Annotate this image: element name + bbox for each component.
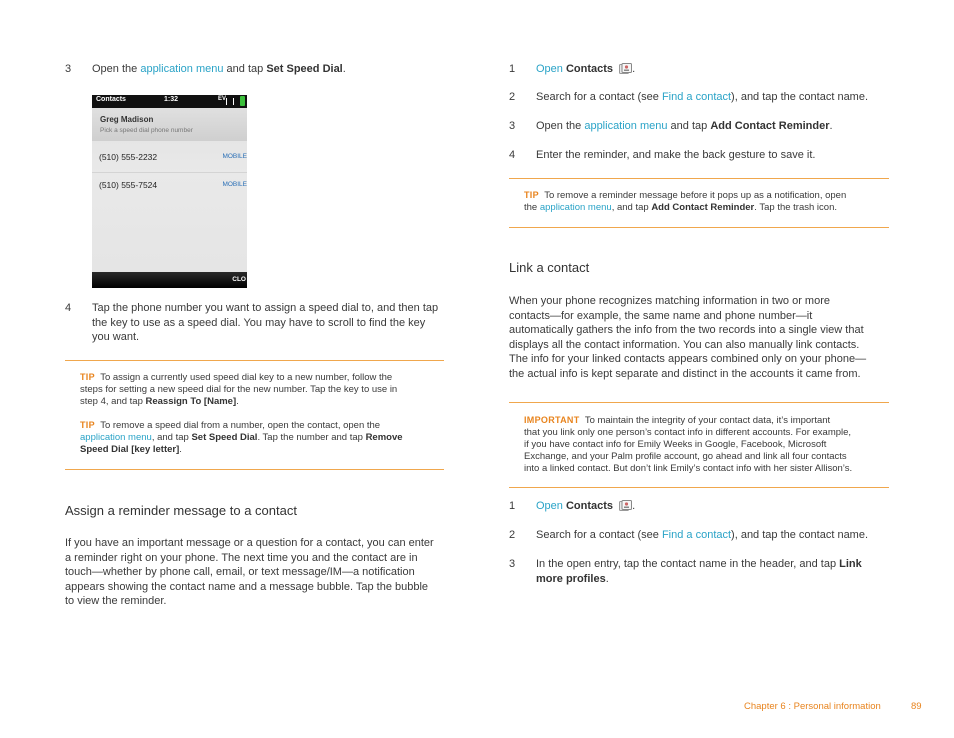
divider (509, 178, 889, 179)
application-menu-link[interactable]: application menu (584, 120, 668, 132)
page-number: 89 (911, 701, 922, 712)
application-menu-link[interactable]: application menu (80, 432, 152, 443)
divider (65, 360, 444, 361)
phone-number-row[interactable]: (510) 555-2232 MOBILE (99, 152, 247, 162)
phone-contact-name: Greg Madison (100, 115, 154, 124)
step-number: 1 (509, 63, 516, 75)
application-menu-link[interactable]: application menu (539, 202, 612, 213)
phone-bottom-bar: CLO (92, 272, 247, 288)
find-a-contact-link[interactable]: Find a contact (661, 91, 732, 103)
signal-icon (226, 98, 234, 105)
section-heading: Assign a reminder message to a contact (65, 503, 297, 518)
open-link[interactable]: Open (536, 63, 563, 75)
phone-number-row[interactable]: (510) 555-7524 MOBILE (92, 172, 247, 200)
step-number: 2 (509, 91, 516, 103)
contacts-icon (619, 500, 632, 511)
step-number: 3 (65, 63, 72, 75)
step-set-speed-dial: Open the application menu and tap Set Speed Dial. (92, 63, 346, 75)
contacts-icon (619, 63, 632, 74)
divider (65, 469, 444, 470)
step-search-contact: Search for a contact (see Find a contact), and tap the contact name. (536, 529, 869, 541)
step-open-contacts: Open Contacts . (536, 63, 636, 75)
step-number: 4 (65, 302, 72, 314)
step-add-reminder: Open the application menu and tap Add Contact Reminder. (536, 120, 833, 132)
tip-reassign: TIP To assign a currently used speed dial key to a new number, follow the steps for setting a new speed dial for the new number. Tap the key to use in step 4, and tap Reassign To [Name]. (80, 372, 398, 407)
battery-icon (240, 96, 245, 106)
step-link-profiles: In the open entry, tap the contact name in the header, and tap Link more profiles. (536, 558, 862, 585)
find-a-contact-link[interactable]: Find a contact (661, 529, 732, 541)
step-number: 3 (509, 120, 516, 132)
tip-remove-reminder: TIP To remove a reminder message before it pops up as a notification, open the application menu, and tap Add Contact Reminder. Tap the trash icon. (524, 190, 847, 213)
step-open-contacts: Open Contacts . (536, 500, 636, 512)
phone-contact-header (92, 108, 247, 141)
footer-chapter: Chapter 6 : Personal information (744, 701, 881, 712)
speed-dial-screenshot (92, 95, 247, 288)
divider (509, 487, 889, 488)
phone-status-bar: Contacts 1:32 EV (92, 95, 247, 108)
step-number: 2 (509, 529, 516, 541)
phone-prompt: Pick a speed dial phone number (100, 127, 193, 134)
tip-remove-speed-dial: TIP To remove a speed dial from a number, open the contact, open the application menu, and tap Set Speed Dial. Tap the number and tap Remove Speed Dial [key letter]. (80, 420, 403, 455)
step-tap-number: Tap the phone number you want to assign a speed dial to, and then tap the key to use as a speed dial. You may have to scroll to find the key you want. (92, 302, 439, 343)
step-enter-reminder: Enter the reminder, and make the back gesture to save it. (536, 149, 816, 161)
section-paragraph: If you have an important message or a question for a contact, you can enter a reminder right on your phone. The next time you and the contact are in touch—whether by phone call, email, or text message/IM—a notification appears showing the contact name and a message bubble. Tap the bubble to view the reminder. (65, 537, 434, 607)
application-menu-link[interactable]: application menu (140, 63, 224, 75)
section-paragraph: When your phone recognizes matching information in two or more contacts—for example, the same name and phone number—it automatically gathers the info from the two records into a single view that displays all the contact information. You can also manually link contacts. The info for your linked contacts appears combined only on your phone— the actual info is kept separate and distinct in the accounts it came from. (509, 295, 867, 380)
section-heading: Link a contact (509, 260, 590, 275)
important-note: IMPORTANT To maintain the integrity of your contact data, it’s important that you link only one person’s contact info in different accounts. For example, if you have contact info for Emily Weeks in Google, Facebook, Microsoft Exchange, and your Palm profile account, go ahead and link all four contacts into a linked contact. But don’t link Emily’s contact info with her sister Allison’s. (524, 415, 853, 474)
divider (509, 227, 889, 228)
divider (509, 402, 889, 403)
step-number: 4 (509, 149, 516, 161)
open-link[interactable]: Open (536, 500, 563, 512)
step-search-contact: Search for a contact (see Find a contact), and tap the contact name. (536, 91, 869, 103)
step-number: 1 (509, 500, 516, 512)
step-number: 3 (509, 558, 516, 570)
